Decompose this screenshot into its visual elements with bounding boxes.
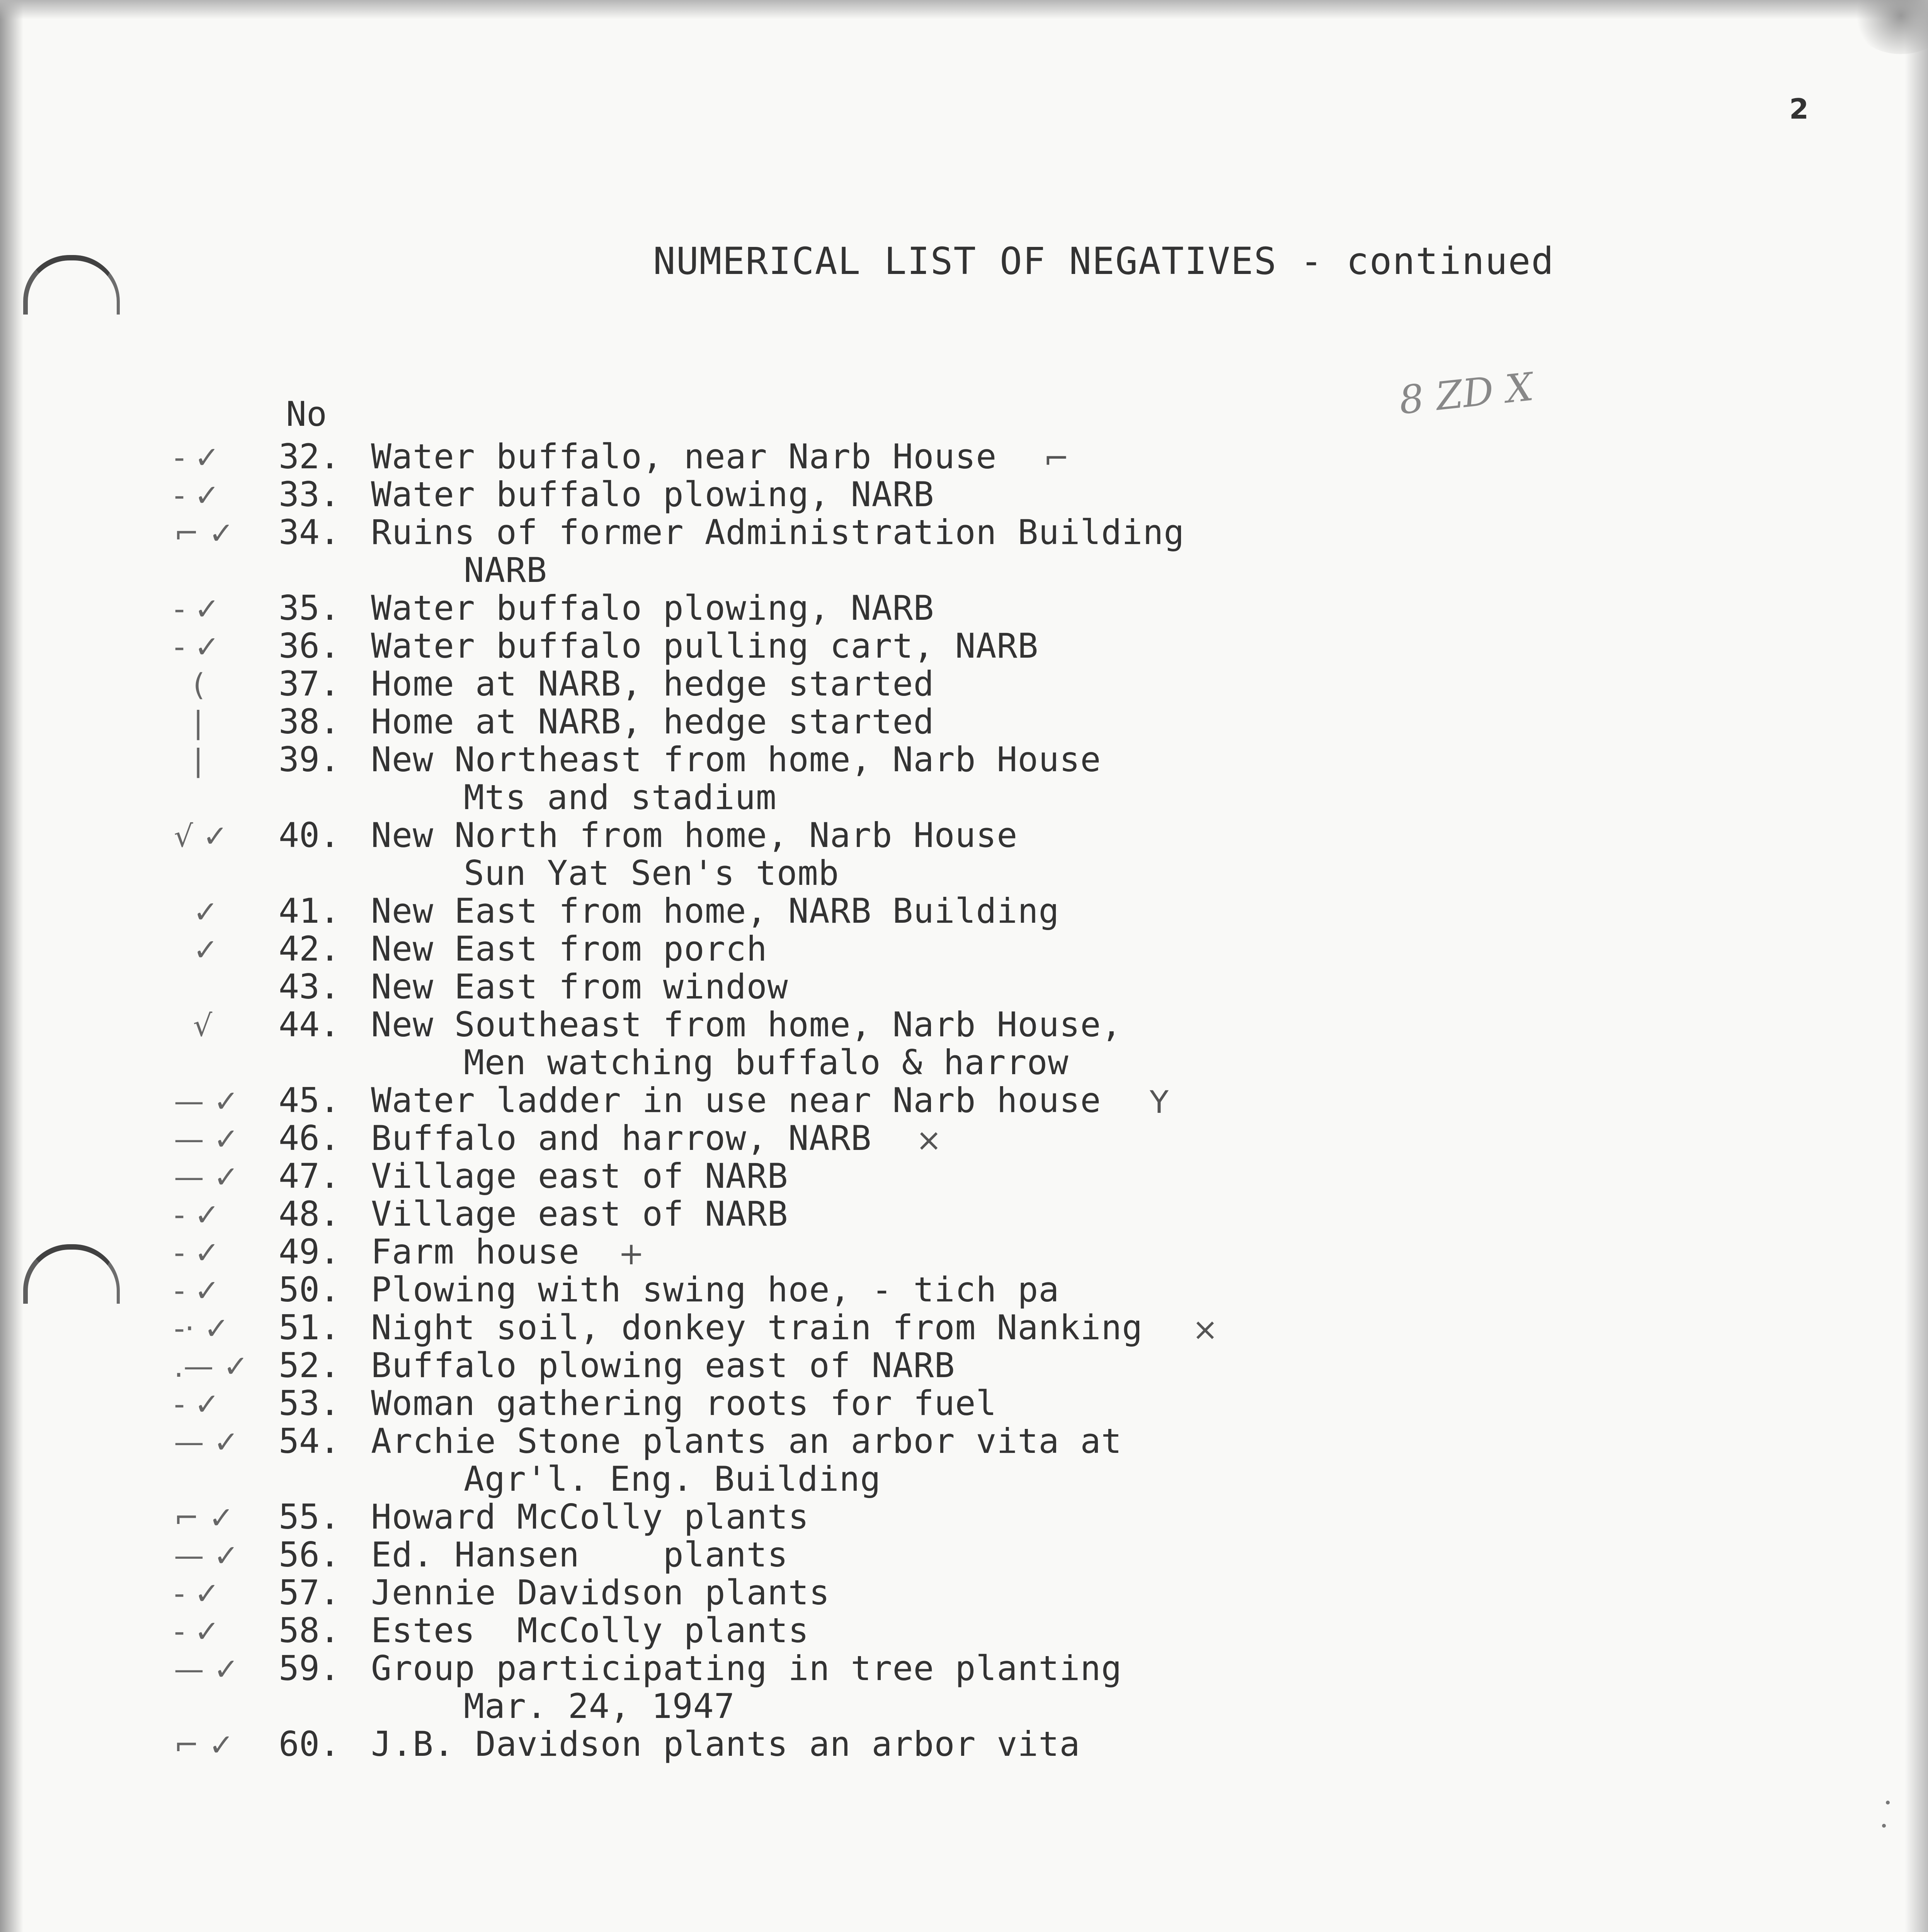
check-mark: -· ✓ [174, 1311, 230, 1346]
list-item [0, 1080, 1928, 1118]
pencil-tick-mark: Y [1150, 1084, 1169, 1120]
pencil-tick-mark: × [916, 1122, 942, 1158]
check-mark: — ✓ [174, 1425, 239, 1460]
check-mark: ✓ [174, 933, 218, 968]
negative-number: 37. [279, 664, 340, 704]
negative-number: 44. [279, 1005, 340, 1044]
negative-number: 55. [279, 1497, 340, 1537]
list-item [0, 929, 1928, 967]
negative-number: 54. [279, 1421, 340, 1461]
negative-description: J.B. Davidson plants an arbor vita [371, 1724, 1081, 1764]
check-mark: - ✓ [174, 1387, 220, 1422]
check-mark: | [174, 743, 203, 778]
negative-description: New Northeast from home, Narb House [371, 740, 1101, 779]
list-item [0, 588, 1928, 626]
list-item [0, 1308, 1928, 1345]
negative-description: Woman gathering roots for fuel [371, 1383, 997, 1423]
negative-number: 36. [279, 626, 340, 666]
pencil-tick-mark: ⌐ [1043, 440, 1070, 476]
check-mark: - ✓ [174, 1198, 220, 1233]
negative-description: Night soil, donkey train from Nanking [371, 1308, 1143, 1347]
list-item [0, 1232, 1928, 1270]
pencil-tick-mark: + [618, 1236, 645, 1272]
binder-hole-mark [23, 255, 120, 315]
check-mark: — ✓ [174, 1084, 239, 1119]
negative-number: 58. [279, 1611, 340, 1650]
list-item [0, 1005, 1928, 1080]
negative-description: Group participating in tree planting [371, 1648, 1122, 1688]
check-mark: ⌐ ✓ [174, 1501, 234, 1536]
negative-description: Home at NARB, hedge started [371, 664, 934, 704]
check-mark: — ✓ [174, 1160, 239, 1195]
negative-number: 59. [279, 1648, 340, 1688]
negative-description: New East from window [371, 967, 788, 1007]
negative-description: New East from home, NARB Building [371, 891, 1060, 931]
list-item [0, 437, 1928, 474]
negative-description: Village east of NARB [371, 1194, 788, 1234]
negative-description: Archie Stone plants an arbor vita at [371, 1421, 1122, 1461]
list-item [0, 1383, 1928, 1421]
negative-description: Estes McColly plants [371, 1611, 809, 1650]
negative-description-continued: Sun Yat Sen's tomb [464, 853, 839, 893]
negative-description: Farm house [371, 1232, 580, 1272]
check-mark: — ✓ [174, 1539, 239, 1573]
negative-description: Howard McColly plants [371, 1497, 809, 1537]
negative-number: 52. [279, 1345, 340, 1385]
negative-number: 34. [279, 512, 340, 552]
negative-number: 32. [279, 437, 340, 476]
negative-description: Buffalo plowing east of NARB [371, 1345, 955, 1385]
negative-number: 39. [279, 740, 340, 779]
negative-number: 35. [279, 588, 340, 628]
negative-description-continued: Agr'l. Eng. Building [464, 1459, 881, 1499]
check-mark: ⌐ ✓ [174, 516, 234, 551]
negative-description: Water ladder in use near Narb house [371, 1080, 1101, 1120]
scan-edge-top [0, 0, 1928, 19]
check-mark: — ✓ [174, 1652, 239, 1687]
list-item [0, 891, 1928, 929]
negative-description: Buffalo and harrow, NARB [371, 1118, 872, 1158]
page-corner-shadow [1851, 0, 1928, 54]
check-mark: | [174, 706, 203, 740]
negative-description: Jennie Davidson plants [371, 1573, 830, 1612]
list-item [0, 1118, 1928, 1156]
page-title: NUMERICAL LIST OF NEGATIVES - continued [653, 240, 1555, 283]
negative-number: 41. [279, 891, 340, 931]
check-mark: ( [174, 668, 205, 702]
pencil-tick-mark: × [1192, 1311, 1218, 1347]
number-column-header: No [286, 394, 327, 434]
page-number: 2 [1789, 93, 1809, 125]
list-item [0, 1270, 1928, 1308]
list-item [0, 1345, 1928, 1383]
check-mark: - ✓ [174, 478, 220, 513]
negative-number: 50. [279, 1270, 340, 1310]
check-mark: - ✓ [174, 1274, 220, 1308]
negative-number: 48. [279, 1194, 340, 1234]
check-mark: - ✓ [174, 1577, 220, 1611]
check-mark: - ✓ [174, 592, 220, 627]
negative-number: 45. [279, 1080, 340, 1120]
negatives-list [0, 437, 1928, 1762]
negative-number: 42. [279, 929, 340, 969]
check-mark: - ✓ [174, 440, 220, 475]
negative-description: Water buffalo plowing, NARB [371, 474, 934, 514]
negative-description-continued: NARB [464, 550, 547, 590]
list-item [0, 512, 1928, 588]
negative-description: Water buffalo, near Narb House [371, 437, 997, 476]
negative-description: New East from porch [371, 929, 767, 969]
negative-description-continued: Men watching buffalo & harrow [464, 1043, 1069, 1082]
list-item [0, 1611, 1928, 1648]
check-mark: ✓ [174, 895, 218, 930]
check-mark: - ✓ [174, 630, 220, 665]
list-item [0, 1535, 1928, 1573]
pencil-margin-note: 8 ZD X [1397, 364, 1536, 423]
negative-number: 53. [279, 1383, 340, 1423]
list-item [0, 664, 1928, 702]
list-item [0, 474, 1928, 512]
negative-description: New North from home, Narb House [371, 815, 1018, 855]
list-item [0, 1194, 1928, 1232]
list-item [0, 1648, 1928, 1724]
negative-description: Ruins of former Administration Building [371, 512, 1185, 552]
check-mark: — ✓ [174, 1122, 239, 1157]
negative-number: 57. [279, 1573, 340, 1612]
negative-number: 33. [279, 474, 340, 514]
list-item [0, 815, 1928, 891]
negative-description: New Southeast from home, Narb House, [371, 1005, 1122, 1044]
negative-number: 46. [279, 1118, 340, 1158]
negative-number: 60. [279, 1724, 340, 1764]
list-item [0, 626, 1928, 664]
list-item [0, 1573, 1928, 1611]
negative-description: Home at NARB, hedge started [371, 702, 934, 742]
list-item [0, 967, 1928, 1005]
negative-number: 38. [279, 702, 340, 742]
negative-description: Plowing with swing hoe, - tich pa [371, 1270, 1060, 1310]
check-mark: ⌐ ✓ [174, 1728, 234, 1763]
negative-number: 47. [279, 1156, 340, 1196]
negative-description-continued: Mts and stadium [464, 777, 777, 817]
list-item [0, 1497, 1928, 1535]
list-item [0, 1156, 1928, 1194]
negative-description: Water buffalo pulling cart, NARB [371, 626, 1039, 666]
check-mark: - ✓ [174, 1236, 220, 1270]
negative-number: 49. [279, 1232, 340, 1272]
list-item [0, 702, 1928, 740]
list-item [0, 1421, 1928, 1497]
negative-number: 56. [279, 1535, 340, 1575]
check-mark: - ✓ [174, 1614, 220, 1649]
check-mark: √ ✓ [174, 819, 228, 854]
list-item [0, 1724, 1928, 1762]
check-mark: .— ✓ [174, 1349, 248, 1384]
negative-number: 51. [279, 1308, 340, 1347]
negative-number: 43. [279, 967, 340, 1007]
negative-description: Village east of NARB [371, 1156, 788, 1196]
negative-number: 40. [279, 815, 340, 855]
negative-description-continued: Mar. 24, 1947 [464, 1686, 735, 1726]
negative-description: Water buffalo plowing, NARB [371, 588, 934, 628]
check-mark: √ [174, 1009, 213, 1043]
list-item [0, 740, 1928, 815]
negative-description: Ed. Hansen plants [371, 1535, 788, 1575]
